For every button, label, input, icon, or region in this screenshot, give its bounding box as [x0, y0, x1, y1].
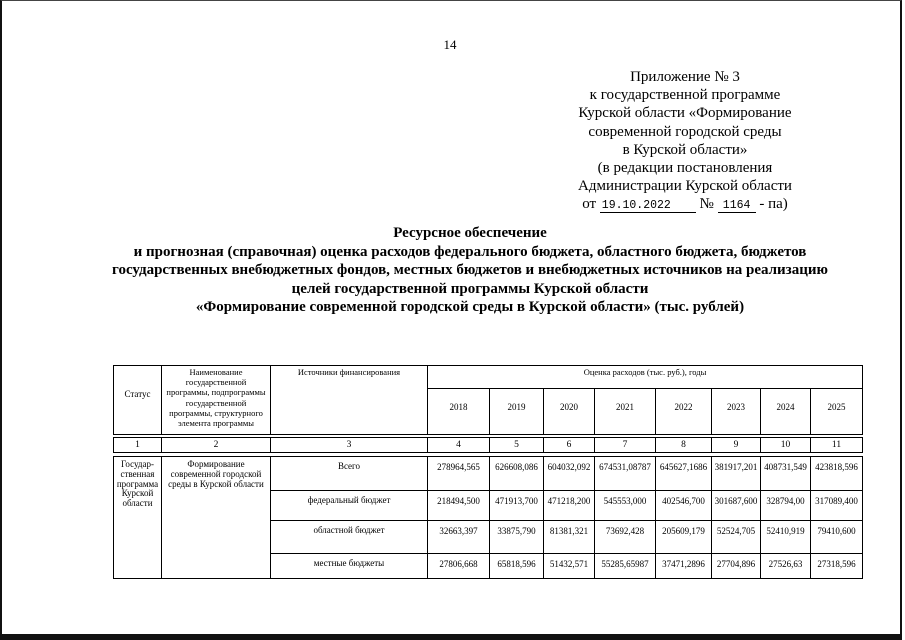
column-number: 3 — [271, 438, 428, 453]
value-cell: 402546,700 — [656, 491, 712, 521]
header-year: 2025 — [811, 389, 863, 435]
page-number: 14 — [443, 37, 457, 52]
appendix-line: (в редакции постановления — [597, 160, 773, 177]
value-cell: 205609,179 — [656, 521, 712, 554]
program-name-cell — [162, 457, 271, 579]
value-cell: 81381,321 — [544, 521, 595, 554]
value-cell: 674531,08787 — [595, 457, 656, 491]
value-cell: 79410,600 — [811, 521, 863, 554]
program-name-line: Формирование — [187, 459, 245, 469]
title-line: «Формирование современной городской среды в Курской области» (тыс. рублей) — [195, 299, 745, 316]
appendix-signature-line — [560, 195, 810, 213]
column-number: 1 — [114, 438, 162, 453]
appendix-line: Курской области «Формирование — [578, 105, 792, 122]
status-line: ственная — [120, 468, 155, 479]
status-line: Государ- — [120, 459, 155, 469]
column-number: 2 — [162, 438, 271, 453]
value-cell: 645627,1686 — [656, 457, 712, 491]
value-cell: 32663,397 — [428, 521, 490, 554]
value-cell: 278964,565 — [428, 457, 490, 491]
appendix-line: современной городской среды — [588, 123, 782, 140]
status-cell — [114, 457, 162, 579]
value-cell: 471218,200 — [544, 491, 595, 521]
program-name-line: современной городской — [170, 468, 262, 479]
value-cell: 27704,896 — [712, 554, 761, 579]
header-name-line: программы, структурного — [169, 407, 263, 418]
number-suffix: - па) — [759, 196, 788, 213]
column-number: 6 — [544, 438, 595, 453]
value-cell: 51432,571 — [544, 554, 595, 579]
title-line: и прогнозная (справочная) оценка расходов федерального бюджета, областного бюджета, бюджетов — [133, 243, 807, 260]
header-name-line: Наименование — [189, 367, 243, 377]
value-cell: 27526,63 — [761, 554, 811, 579]
value-cell: 27806,668 — [428, 554, 490, 579]
value-cell: 52524,705 — [712, 521, 761, 554]
header-year: 2023 — [712, 389, 761, 435]
column-number: 7 — [595, 438, 656, 453]
value-cell: 604032,092 — [544, 457, 595, 491]
title-line: целей государственной программы Курской области — [291, 280, 649, 297]
value-cell: 55285,65987 — [595, 554, 656, 579]
table-column-numbers — [113, 437, 863, 453]
header-status: Статус — [114, 366, 162, 435]
value-cell: 73692,428 — [595, 521, 656, 554]
value-cell: 408731,549 — [761, 457, 811, 491]
value-cell: 52410,919 — [761, 521, 811, 554]
column-number: 5 — [490, 438, 544, 453]
table-data — [113, 456, 863, 579]
value-cell: 37471,2896 — [656, 554, 712, 579]
status-line: области — [122, 498, 153, 509]
source-cell: местные бюджеты — [271, 554, 428, 579]
header-estimate: Оценка расходов (тыс. руб.), годы — [428, 366, 863, 389]
column-number: 9 — [712, 438, 761, 453]
header-name-line: государственной — [185, 397, 247, 408]
column-number: 4 — [428, 438, 490, 453]
header-year: 2018 — [428, 389, 490, 435]
source-cell: федеральный бюджет — [271, 491, 428, 521]
status-line: программа — [116, 478, 159, 489]
value-cell: 423818,596 — [811, 457, 863, 491]
column-number: 10 — [761, 438, 811, 453]
value-cell: 27318,596 — [811, 554, 863, 579]
header-year: 2019 — [490, 389, 544, 435]
appendix-number-field: 1164 — [718, 199, 756, 213]
value-cell: 381917,201 — [712, 457, 761, 491]
document-title — [70, 224, 870, 317]
header-year: 2022 — [656, 389, 712, 435]
appendix-line: в Курской области» — [622, 141, 748, 158]
date-prefix: от — [582, 196, 597, 213]
value-cell: 218494,500 — [428, 491, 490, 521]
appendix-line: к государственной программе — [589, 87, 781, 104]
header-name-line: государственной — [185, 377, 247, 388]
program-name-line: среды в Курской области — [168, 478, 264, 489]
table-header — [113, 365, 863, 435]
source-cell: Всего — [271, 457, 428, 491]
value-cell: 317089,400 — [811, 491, 863, 521]
header-name-line: программы, подпрограммы — [166, 387, 266, 398]
header-name-line: элемента программы — [178, 418, 254, 429]
value-cell: 471913,700 — [490, 491, 544, 521]
title-line: Ресурсное обеспечение — [393, 225, 547, 241]
title-line: государственных внебюджетных фондов, местных бюджетов и внебюджетных источников на реализацию — [112, 262, 828, 279]
value-cell: 33875,790 — [490, 521, 544, 554]
appendix-block — [560, 68, 810, 214]
header-sources: Источники финансирования — [271, 366, 428, 435]
header-year: 2024 — [761, 389, 811, 435]
status-line: Курской — [121, 488, 154, 499]
value-cell: 301687,600 — [712, 491, 761, 521]
header-program-name — [162, 366, 271, 435]
column-number: 11 — [811, 438, 863, 453]
appendix-line: Приложение № 3 — [630, 69, 740, 85]
value-cell: 626608,086 — [490, 457, 544, 491]
source-cell: областной бюджет — [271, 521, 428, 554]
header-year: 2021 — [595, 389, 656, 435]
appendix-line: Администрации Курской области — [578, 178, 792, 195]
header-year: 2020 — [544, 389, 595, 435]
value-cell: 328794,00 — [761, 491, 811, 521]
column-number: 8 — [656, 438, 712, 453]
value-cell: 545553,000 — [595, 491, 656, 521]
number-sign: № — [699, 196, 714, 213]
value-cell: 65818,596 — [490, 554, 544, 579]
appendix-date-field: 19.10.2022 — [600, 199, 696, 213]
table-row — [114, 457, 863, 491]
